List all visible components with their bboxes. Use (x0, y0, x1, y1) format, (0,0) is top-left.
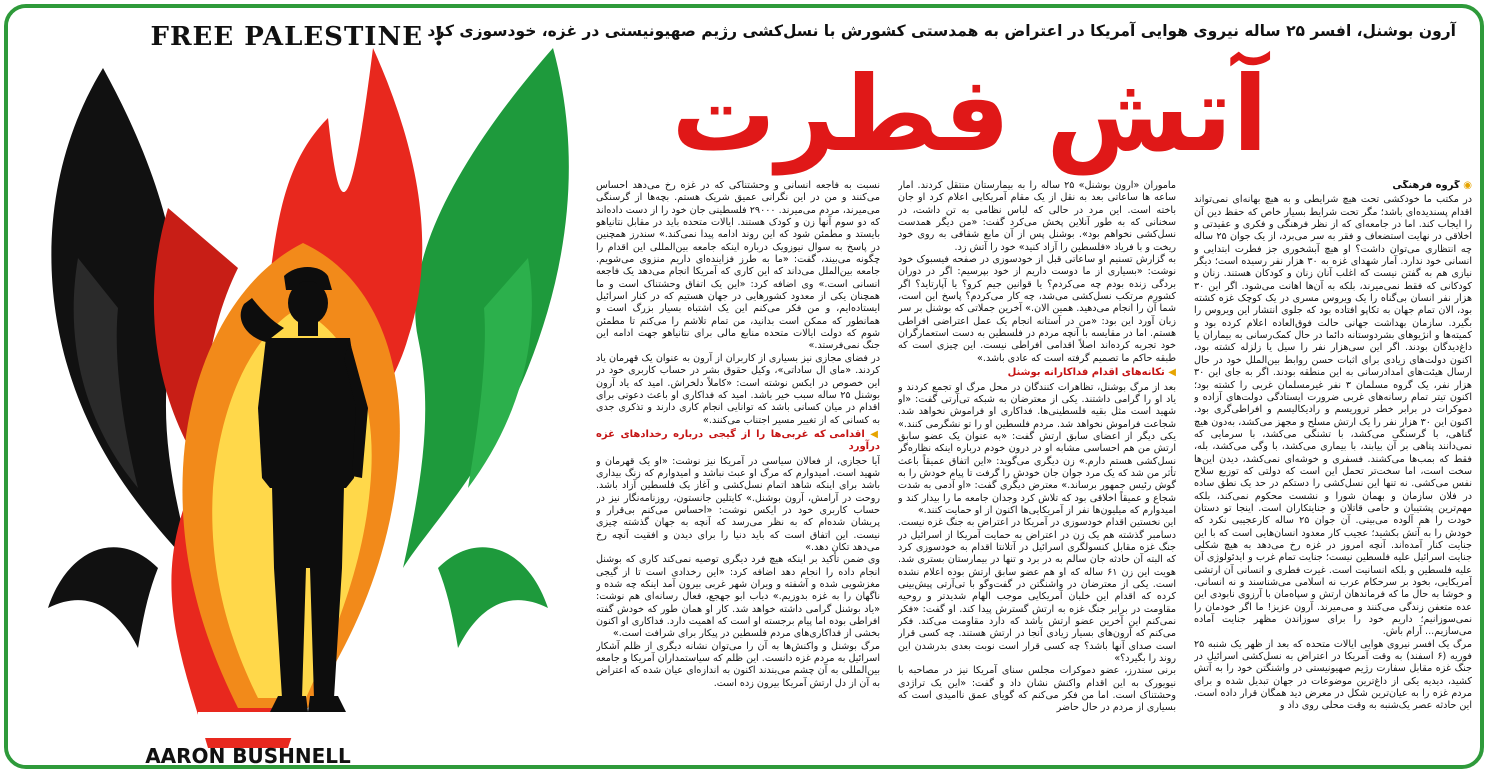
column-1 (1194, 180, 1472, 766)
paragraph: مرگ یک افسر نیروی هوایی ایالات متحده که بعد از ظهر یک شنبه ۲۵ فوریه (۶ اسفند) به وقت آمریکا در اعتراض به نسل‌کشی اسرائیل در جنگ غزه مقابل سفارت رژیم صهیونیستی در واشنگتن خود را به آتش کشید، دیدیه یکی از داغ‌ترین موضوعات در جهان تبدیل شده و برای مردم غزه را به عیان‌ترین شکل در معرض دید همگان قرار داده است. این حادثه عصر یک‌شنبه به وقت محلی روی داد و (1194, 638, 1472, 712)
paragraph: بعد از مرگ بوشنل، تظاهرات کنندگان در محل مرگ او تجمع کردند و یاد او را گرامی داشتند. یکی از معترضان به شبکه تی‌آرتی گفت: «او شهید است مثل بقیه فلسطینی‌ها. فداکاری او فراموش نخواهد شد. شجاعت فراموش نخواهد شد. مردم فلسطین او را تو نشگرمی کنند.» یکی دیگر از اعضای سابق ارتش گفت: «به عنوان یک عضو سابق ارتش من هم احساسی مشابه او در درون خودم درباره اینکه نظاره‌گر نسل‌کشی هستم دارم.» زن دیگری می‌گوید: «این اتفاق عمیقاً باعث تأثر من شد که یک مرد جوان جان خودش را گرفت تا پیام خودش را به گوش رئیس جمهور برساند.» معترض دیگری گفت: «او آدمی به شدت شجاع و عمیقاً اخلاقی بود که تلاش کرد وجدان جامعه ما را بیدار کند و امیدوارم که میلیون‌ها نفر از آمریکایی‌ها اکنون از او حمایت کنند.» (898, 381, 1176, 516)
flame-illustration (8, 8, 588, 769)
byline-text: گروه فرهنگی (1392, 180, 1460, 191)
paragraph: در فضای مجازی نیز بسیاری از کاربران از آرون به عنوان یک قهرمان یاد کردند. «مای ال ساداتی»، وکیل حقوق بشر در حساب کاربری خود در این خصوص در ایکس نوشته است: «کاملاً دلخراش. امید که یاد آرون بوشنل ۲۵ ساله سبب خیر باشد. امید که فداکاری او باعث دعوتی برای اقدام در میان کسانی باشد که توانایی انجام کاری دارند و تذکری جدی به کسانی که از تغییر مسیر اجتناب می‌کنند.» (596, 352, 880, 426)
paragraph: مرگ بوشنل و واکنش‌ها به آن را می‌توان نشانه دیگری از ظلم آشکار اسرائیل به مردم غزه دانست. این ظلم که سیاستمداران آمریکا و جامعه بین‌المللی به آن چشم می‌بندند اکنون به اندازه‌ای عیان شده که اعتراض به آن از دل ارتش آمریکا بیرون زده است. (596, 640, 880, 689)
paragraph: نسبت به فاجعه انسانی و وحشتناکی که در غزه رخ می‌دهد احساس می‌کنند و من در این نگرانی عمیق شریک هستم. بچه‌ها از گرسنگی می‌میرند، مردم می‌میرند. ۲۹۰۰۰ فلسطینی جان خود را از دست داده‌اند که دو سوم آنها زن و کودک هستند. ایالات متحده باید در مقابل نتانیاهو بایستد و مطمئن شود که این روند ادامه پیدا نمی‌کند.» سندرز همچنین در پاسخ به سوال نیوزویک درباره اینکه جامعه بین‌المللی این اقدام را چگونه می‌بیند، گفت: «ما به طرز فزاینده‌ای داریم منزوی می‌شویم. جامعه بین‌الملل می‌داند که این کاری که آمریکا انجام می‌دهد یک فاجعه انسانی است.» وی اضافه کرد: «این یک اتفاق وحشتناک است و ما همچنان یکی از معدود کشورهایی در جهان هستیم که در کنار اسرائیل ایستاده‌ایم، و من فکر می‌کنم این یک اشتباه بسیار بزرگ است و همانطور که ممکن است بدانید، من تمام تلاشم را می‌کنم تا مطمئن شوم که دولت ایالات متحده منابع مالی برای نتانیاهو جهت ادامه این جنگ نمی‌فرستد.» (596, 180, 880, 352)
paragraph: در مکتب ما خودکشی تحت هیچ شرایطی و به هیچ بهانه‌ای نمی‌تواند اقدام پسندیده‌ای باشد؛ مگر تحت شرایط بسیار خاص که حفظ دین آن را ایجاب کند. اما در جامعه‌ای که از نظر فرهنگی و فکری و عقیدتی و اخلاقی در نهایت استضعاف و فقر به سر می‌برد، از یک جوان ۲۵ ساله چه انتظاری می‌توان داشت؟ او هیچ آبشخوری جز فطرت ابتدایی و انسانی خود ندارد. آمار شهدای غزه به ۳۰ هزار نفر رسیده است؛ دیگر نیازی هم به گفتن نیست که اغلب آنان زنان و کودکان هستند. زنان و کودکانی که فقط نمی‌میرند، بلکه به آن‌ها اهانت می‌شود. اگر این ۳۰ هزار نفر انسان بی‌گناه را یک ویروس مسری در یک کوچک غزه کشته بود، الان تمام جهان به تکاپو افتاده بود که جلوی انتشار این ویروس را بگیرد. سازمان بهداشت جهانی حالت فوق‌العاده اعلام کرده بود و کمیته‌ها و انژیوهای بشردوستانه دائما در حال کمک‌رسانی به بیماران یا داغ‌دیدگان بودند. اگر این سی‌هزار نفر را سیل یا زلزله کشته بود، اکنون دولت‌های زیادی برای اثبات حسن روابط بین‌الملل خود در حال ارسال هیئت‌های امدادرسانی به این منطقه بودند. اگر به جای این ۳۰ هزار نفر، یک گروه مسلمان ۳ نفر غیرمسلمان غربی را کشته بود؛ اکنون تیتر تمام رسانه‌های غربی ضرورت ایستادگی دولت‌های آزاده و دموکرات در برابر خطر تروریسم و رادیکالیسم و افراطی‌گری بود. اکنون این ۳۰ هزار نفر را یک ارتش مسلح و مجهز می‌کشد، به‌دون هیچ گناهی، با گرسنگی می‌کشد، با تشنگی می‌کشد، با سرمایی که نمی‌دانند پناهی بر آن بیابند، با بیماری می‌کشد، با وگی می‌کشد، بله، فقط که بمب‌ها می‌کشند. فسفری و خوشه‌ای نمی‌کشد، دیدن این‌ها سخت است، اما سخت‌تر تحمل این است که دولتی که توزیع سلاح نفس می‌کشی. نه تنها این نسل‌کشی را دستکم در حد یک نطق ساده در فلان سازمان و بهمان شورا و نشست محکوم نمی‌کند، بلکه مهم‌ترین پشتیبان و حامی قاتلان و جنایتکاران است. اینجا تو دستان خودت را هم آلوده می‌بینی. آن جوان ۲۵ ساله کارعجیبی نکرد که خودش را به آتش بکشید؛ عجیب کار معدود انسان‌هایی است که با این جنایت کنار آمده‌اند. آنچه امروز در غزه رخ می‌دهد به هیچ شکلی جنایت اسرائیل علیه فلسطین نیست؛ جنایت تمام غرب و ایدئولوژی آن علیه فلسطین و بلکه انسانیت است. غیرت فطری و انسانی آن ارتشی آمریکایی، بخود بر سرحکام عرب نه اسلامی می‌شناسند و نه انسانی. و خوشا به حال ما که فرماندهان ارتش و سپاه‌مان با آرزوی نابودی این عده متعفن زندگی می‌کنند و می‌میرند. آرون عزیز! ما اگر خودمان را نمی‌سوزانیم؛ داریم خود را برای سوزاندن مظهر جنایت آماده می‌سازیم... آرام باش. (1194, 194, 1472, 638)
subheading-text: تکانه‌های اقدام فداکارانه بوشنل (1007, 367, 1165, 379)
poster-title: FREE PALESTINE ! (150, 22, 446, 52)
paragraph: ماموران «آرون بوشنل» ۲۵ ساله را به بیمارستان منتقل کردند. آمار ساعه ها ساعاتی بعد به نقل از یک مقام آمریکایی اعلام کرد او جان باخته است. این مرد در حالی که لباس نظامی به تن داشت، در سخنانی که به طور آنلاین پخش می‌کرد گفت: «من دیگر همدست نسل‌کشی نخواهم بود». بوشنل پس از آن مایع شفافی به روی خود ریخت و با فریاد «فلسطین را آزاد کنید» خود را آتش زد. (898, 180, 1176, 253)
page-frame (4, 4, 1484, 769)
article-kicker: آرون بوشنل، افسر ۲۵ ساله نیروی هوایی آمریکا در اعتراض به همدستی کشورش با نسل‌کشی رژیم صهیونیستی در غزه، خودسوزی کرد (427, 22, 1456, 40)
paragraph: برنی سندرز، عضو دموکرات مجلس سنای آمریکا نیز در مصاحبه با نیویورک به این اقدام واکنش نشان داد و گفت: «این یک تراژدی وحشتناک است. اما من فکر می‌کنم که گویای عمق ناامیدی است که بسیاری از مردم در حال حاضر (898, 665, 1176, 714)
paragraph: وی ضمن تأکید بر اینکه هیچ فرد دیگری توصیه نمی‌کند کاری که بوشنل انجام داده را انجام دهد اضافه کرد: «این رخدادی است تا از گیجی مغزشویی شده و آشفته و ویران شهر غربی بیرون آمد اینکه چه شده و ناگهان را به غزه بدوزیم.» دیاب ابو جهجع، فعال رسانه‌ای هم نوشت: «یاد بوشنل گرامی داشته خواهد شد. کار او همان طور که خودش گفته افراطی بوده اما پیام برجسته او است که اهمیت دارد. فداکاری او اکنون بخشی از فداکاری‌های مردم فلسطین در پیکار برای شرافت است.» (596, 554, 880, 640)
article-headline: آتش فطرت (671, 53, 1268, 175)
paragraph: آیا حجازی، از فعالان سیاسی در آمریکا نیز نوشت: «او یک قهرمان و شهید است. امیدوارم که مرگ او عبث نباشد و امیدوارم که زنگ بیداری باشد برای اینکه شاهد اتمام نسل‌کشی و آغاز یک فلسطین آزاد باشد. روحت در آرامش، آرون بوشنل.» کایتلین جانستون، روزنامه‌نگار نیز در حساب کاربری خود در ایکس نوشت: «احساس می‌کنم بی‌قرار و پریشان شده‌ام که به نظر می‌رسد که آنچه به جهان گذشته چیزی نیست. این اتفاق است که باید دنیا را برای دیدن و افقیت آنچه رخ می‌دهد تکان دهد.» (596, 455, 880, 553)
subheading (898, 367, 1176, 379)
article-body (596, 180, 1472, 766)
column-2 (898, 180, 1176, 766)
subheading (596, 429, 880, 454)
poster-name-caption: AARON BUSHNELL (145, 744, 351, 768)
section-logo-icon: ◉ (1463, 180, 1472, 191)
column-3 (596, 180, 880, 766)
paragraph: به گزارش تسنیم او ساعاتی قبل از خودسوزی در صفحه فیسبوک خود نوشت: «بسیاری از ما دوست داریم از خود بپرسیم: اگر در دوران بردگی زنده بودم چه می‌کردم؟ یا قوانین جیم کرو؟ یا آپارتاید؟ اگر کشورم مرتکب نسل‌کشی می‌شد، چه کار می‌کردم؟ پاسخ این است، شما آن را انجام می‌دهید. همین الان.» آخرین جملاتی که بوشنل بر سر زبان آورد این بود: «من در آستانه انجام یک عمل اعتراضی افراطی هستم. اما در مقایسه با آنچه مردم در فلسطین به دست استعمارگران خود تجربه کرده‌اند اصلاً اقدامی افراطی نیست. این چیزی است که طبقه حاکم ما تصمیم گرفته است که عادی باشد.» (898, 254, 1176, 364)
arrow-icon: ◀ (870, 428, 880, 440)
subheading-text: اقدامی که غربی‌ها را از گیجی درباره رخدادهای غزه درآورد (596, 428, 880, 453)
paragraph: این نخستین اقدام خودسوزی در آمریکا در اعتراض به جنگ غزه نیست. دسامبر گذشته هم یک زن در اعتراض به حمایت آمریکا از اسرائیل در جنگ غزه مقابل کنسولگری اسرائیل در آتلانتا اقدام به خودسوزی کرد که البته آن حادثه جان سالم به در برد و تنها در بیمارستان بستری شد. هویت این زن ۶۱ ساله که او هم عضو سابق ارتش بوده اعلام نشده است. یکی از معترضان در واشنگتن در گفت‌وگو با تی‌آرتی پیش‌بینی کرده که اقدام این خلبان آمریکایی موجب الهام شدیدتر و روحیه مقاومت در برابر جنگ غزه به ارتش گسترش پیدا کند. او گفت: «فکر نمی‌کنم این آخرین عضو ارتش باشد که دارد مقاومت می‌کند. فکر می‌کنم که آرون‌های بسیار زیادی آنجا در ارتش هستند. چه کسی قرار است صدای آنها باشد؟ چه کسی قرار است نوبت بعدی بدرشدن این روند را بگیرد؟» (898, 517, 1176, 665)
byline (1194, 180, 1472, 192)
arrow-icon: ◀ (1168, 367, 1176, 379)
poster-artwork (8, 8, 588, 769)
